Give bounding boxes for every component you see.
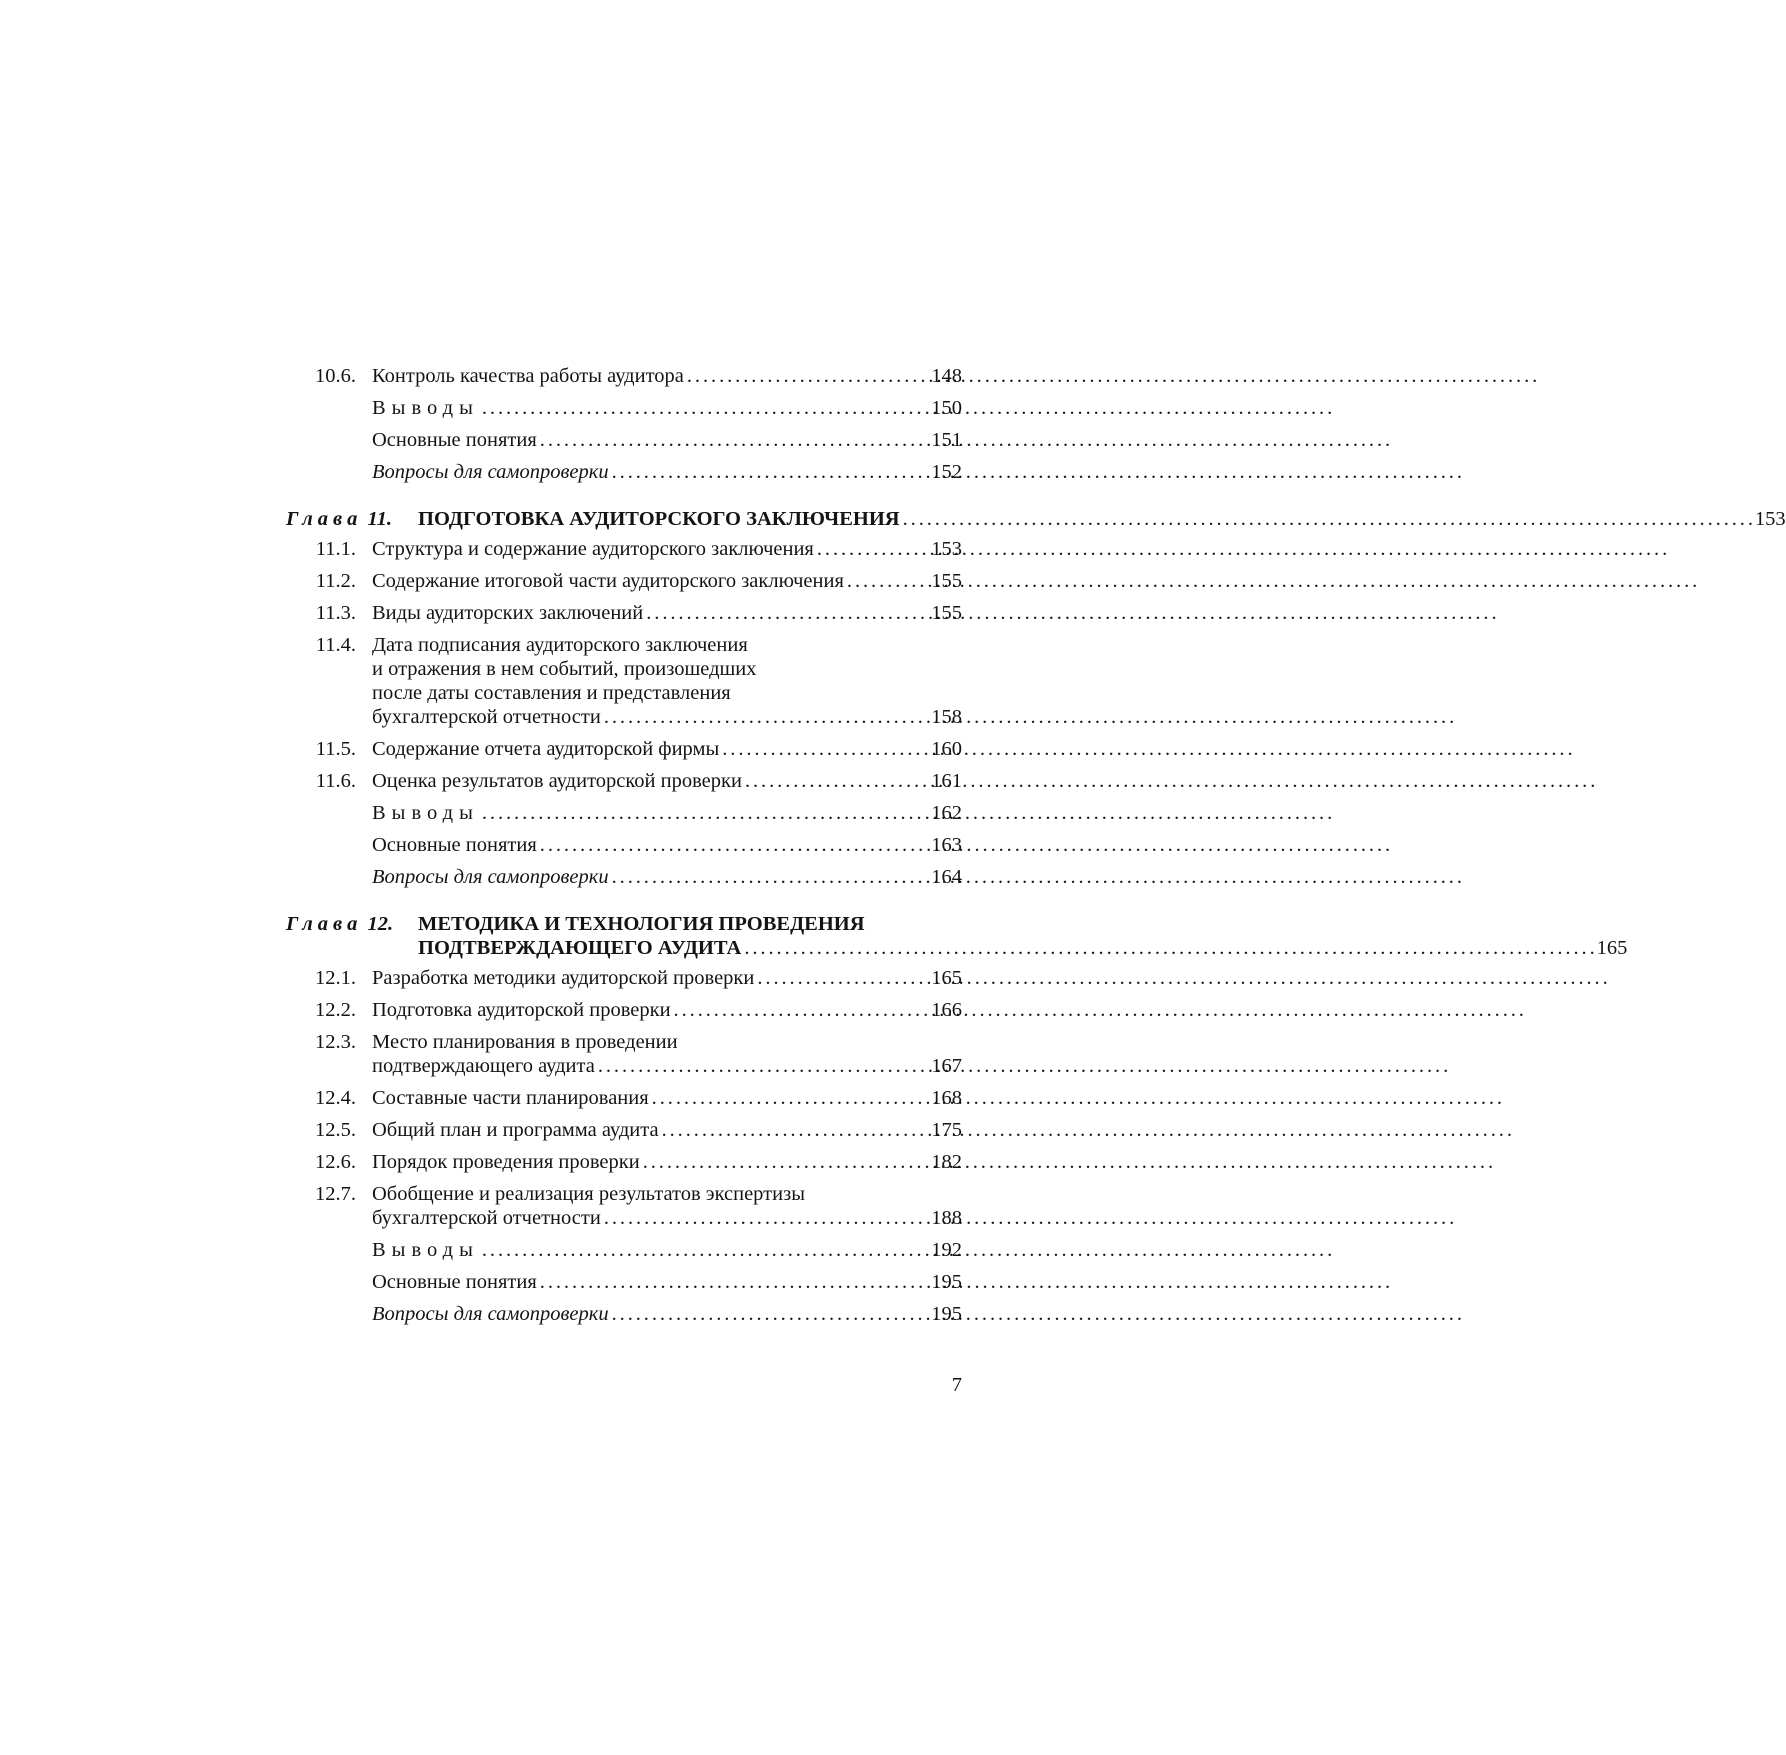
toc-page-number: 165 xyxy=(1596,937,1628,959)
toc-entry[interactable] xyxy=(286,569,962,594)
toc-page-number: 168 xyxy=(931,1087,962,1109)
section-number: 12.1. xyxy=(315,967,356,989)
toc-entry-title: ПОДГОТОВКА АУДИТОРСКОГО ЗАКЛЮЧЕНИЯ xyxy=(418,508,900,530)
section-number xyxy=(286,428,372,453)
dot-leader xyxy=(540,428,928,453)
chapter-label xyxy=(286,912,418,961)
toc-title-line: Дата подписания аудиторского заключения xyxy=(372,634,748,656)
toc-entry-title: Подготовка аудиторской проверки xyxy=(372,999,671,1021)
section-number: 11.1. xyxy=(315,538,356,560)
toc-group-chapter-10-tail xyxy=(286,364,962,485)
toc-entry-title: Основные понятия xyxy=(372,834,537,856)
chapter-label xyxy=(286,507,418,532)
toc-page-number: 166 xyxy=(931,999,962,1021)
toc-title-line xyxy=(372,998,962,1023)
toc-entry-title: Выводы xyxy=(372,802,479,824)
toc-entry-title: Контроль качества работы аудитора xyxy=(372,365,684,387)
toc-page-number: 188 xyxy=(931,1207,962,1229)
table-of-contents xyxy=(286,364,1786,1334)
toc-page-number: 161 xyxy=(931,770,962,792)
toc-entry[interactable] xyxy=(286,1182,962,1231)
toc-page-number: 153 xyxy=(1754,508,1786,530)
toc-page-number: 153 xyxy=(931,538,962,560)
toc-entry-body xyxy=(372,1238,962,1263)
chapter-number: 12. xyxy=(367,913,394,935)
toc-title-line xyxy=(372,1054,962,1079)
toc-page-number: 151 xyxy=(931,429,962,451)
dot-leader xyxy=(744,936,1593,961)
toc-entry-title: Разработка методики аудиторской проверки xyxy=(372,967,755,989)
dot-leader xyxy=(662,1118,929,1143)
chapter-heading-11[interactable] xyxy=(286,507,1786,532)
toc-entry[interactable] xyxy=(286,833,962,858)
toc-title-line xyxy=(372,460,962,485)
toc-entry[interactable] xyxy=(286,601,962,626)
toc-entry-body xyxy=(372,1118,962,1143)
dot-leader xyxy=(540,833,928,858)
toc-entry[interactable] xyxy=(286,966,962,991)
section-number: 12.2. xyxy=(315,999,356,1021)
toc-entry-body xyxy=(372,601,962,626)
toc-entry-title: Основные понятия xyxy=(372,429,537,451)
toc-entry-title: Составные части планирования xyxy=(372,1087,649,1109)
toc-entry-title: Структура и содержание аудиторского заключения xyxy=(372,538,814,560)
toc-entry-title: бухгалтерской отчетности xyxy=(372,1207,601,1229)
chapter-title xyxy=(418,912,1627,961)
toc-entry-title: Содержание итоговой части аудиторского заключения xyxy=(372,570,844,592)
toc-page-number: 160 xyxy=(931,738,962,760)
toc-entry[interactable] xyxy=(286,633,962,730)
dot-leader xyxy=(847,569,928,594)
dot-leader xyxy=(612,460,929,485)
dot-leader xyxy=(643,1150,929,1175)
toc-entry-title: подтверждающего аудита xyxy=(372,1055,595,1077)
dot-leader xyxy=(903,507,1752,532)
toc-entry-title: Содержание отчета аудиторской фирмы xyxy=(372,738,720,760)
toc-title-line xyxy=(418,936,1627,961)
toc-page-number: 155 xyxy=(931,602,962,624)
toc-entry-title: Выводы xyxy=(372,397,479,419)
toc-entry-body xyxy=(372,569,962,594)
page-number: 7 xyxy=(951,1374,962,1396)
toc-title-line: Место планирования в проведении xyxy=(372,1031,678,1053)
toc-title-line xyxy=(418,507,1786,532)
toc-title-line xyxy=(372,705,962,730)
section-number: 11.5. xyxy=(315,738,356,760)
section-number: 12.5. xyxy=(315,1119,356,1141)
toc-entry-title: Порядок проведения проверки xyxy=(372,1151,640,1173)
chapter-word: Глава xyxy=(286,508,363,530)
section-number: 10.6. xyxy=(315,365,356,387)
toc-entry-body xyxy=(372,737,962,762)
chapter-word: Глава xyxy=(286,913,363,935)
toc-title-line xyxy=(372,769,962,794)
toc-title-line xyxy=(372,1206,962,1231)
dot-leader xyxy=(687,364,928,389)
section-number: 12.3. xyxy=(315,1031,356,1053)
dot-leader xyxy=(674,998,929,1023)
toc-page-number: 195 xyxy=(931,1303,962,1325)
toc-entry[interactable] xyxy=(286,737,962,762)
toc-page-number: 167 xyxy=(931,1055,962,1077)
dot-leader xyxy=(722,737,928,762)
toc-page-number: 175 xyxy=(931,1119,962,1141)
toc-title-line xyxy=(372,1118,962,1143)
toc-entry-body xyxy=(372,633,962,730)
toc-entry[interactable] xyxy=(286,364,962,389)
dot-leader xyxy=(540,1270,928,1295)
toc-title-line xyxy=(372,966,962,991)
toc-title-line xyxy=(372,428,962,453)
toc-group-chapter-12 xyxy=(286,966,962,1327)
toc-title-line xyxy=(372,1086,962,1111)
toc-entry-title: Виды аудиторских заключений xyxy=(372,602,644,624)
toc-title-line xyxy=(372,1302,962,1327)
toc-entry-title: ПОДТВЕРЖДАЮЩЕГО АУДИТА xyxy=(418,937,742,959)
toc-page-number: 164 xyxy=(931,866,962,888)
dot-leader xyxy=(612,865,929,890)
section-number: 11.3. xyxy=(315,602,356,624)
toc-page-number: 152 xyxy=(931,461,962,483)
toc-page-number: 155 xyxy=(931,570,962,592)
section-number: 12.7. xyxy=(315,1183,356,1205)
section-number xyxy=(286,396,372,421)
toc-entry[interactable] xyxy=(286,396,962,421)
toc-title-line: и отражения в нем событий, произошедших xyxy=(372,658,757,680)
toc-title-line xyxy=(372,601,962,626)
toc-entry-body xyxy=(372,966,962,991)
toc-entry[interactable] xyxy=(286,1270,962,1295)
toc-entry[interactable] xyxy=(286,1030,962,1079)
toc-entry-body xyxy=(372,1302,962,1327)
section-number xyxy=(286,833,372,858)
toc-page-number: 165 xyxy=(931,967,962,989)
toc-entry-body xyxy=(372,865,962,890)
toc-entry-title: Выводы xyxy=(372,1239,479,1261)
toc-entry[interactable] xyxy=(286,865,962,890)
dot-leader xyxy=(482,801,928,826)
toc-entry[interactable] xyxy=(286,1150,962,1175)
toc-entry-body xyxy=(372,460,962,485)
toc-title-line xyxy=(372,1238,962,1263)
toc-entry[interactable] xyxy=(286,1118,962,1143)
toc-entry-body xyxy=(372,396,962,421)
dot-leader xyxy=(757,966,928,991)
toc-entry-body xyxy=(372,833,962,858)
toc-entry-body xyxy=(372,998,962,1023)
toc-title-line: после даты составления и представления xyxy=(372,682,731,704)
toc-page-number: 182 xyxy=(931,1151,962,1173)
toc-entry-title: Вопросы для самопроверки xyxy=(372,866,609,888)
toc-title-line xyxy=(372,801,962,826)
section-number: 12.6. xyxy=(315,1151,356,1173)
toc-title-line xyxy=(372,737,962,762)
dot-leader xyxy=(652,1086,929,1111)
toc-title-line xyxy=(372,396,962,421)
toc-entry[interactable] xyxy=(286,769,962,794)
toc-entry-body xyxy=(372,428,962,453)
toc-entry[interactable] xyxy=(286,460,962,485)
section-number xyxy=(286,865,372,890)
dot-leader xyxy=(482,1238,928,1263)
toc-entry-body xyxy=(372,364,962,389)
toc-entry-title: бухгалтерской отчетности xyxy=(372,706,601,728)
toc-title-line xyxy=(372,537,962,562)
toc-entry-title: Вопросы для самопроверки xyxy=(372,1303,609,1325)
toc-page-number: 158 xyxy=(931,706,962,728)
dot-leader xyxy=(745,769,928,794)
toc-page-number: 195 xyxy=(931,1271,962,1293)
section-number xyxy=(286,1302,372,1327)
section-number: 11.6. xyxy=(315,770,356,792)
toc-entry-title: Основные понятия xyxy=(372,1271,537,1293)
toc-entry[interactable] xyxy=(286,537,962,562)
toc-entry-title: Вопросы для самопроверки xyxy=(372,461,609,483)
toc-page-number: 162 xyxy=(931,802,962,824)
section-number xyxy=(286,801,372,826)
dot-leader xyxy=(598,1054,928,1079)
toc-entry[interactable] xyxy=(286,801,962,826)
dot-leader xyxy=(604,1206,928,1231)
toc-page-number: 163 xyxy=(931,834,962,856)
dot-leader xyxy=(817,537,928,562)
dot-leader xyxy=(612,1302,929,1327)
toc-title-line: Обобщение и реализация результатов экспертизы xyxy=(372,1183,805,1205)
section-number xyxy=(286,1238,372,1263)
dot-leader xyxy=(646,601,928,626)
section-number: 11.2. xyxy=(315,570,356,592)
toc-title-line: МЕТОДИКА И ТЕХНОЛОГИЯ ПРОВЕДЕНИЯ xyxy=(418,913,865,935)
toc-page-number: 150 xyxy=(931,397,962,419)
toc-title-line xyxy=(372,364,962,389)
section-number xyxy=(286,460,372,485)
toc-title-line xyxy=(372,833,962,858)
toc-entry[interactable] xyxy=(286,428,962,453)
section-number xyxy=(286,1270,372,1295)
toc-entry[interactable] xyxy=(286,1238,962,1263)
dot-leader xyxy=(482,396,928,421)
toc-entry-body xyxy=(372,1086,962,1111)
toc-group-chapter-11 xyxy=(286,537,962,890)
toc-title-line xyxy=(372,569,962,594)
toc-entry-body xyxy=(372,769,962,794)
toc-page-number: 192 xyxy=(931,1239,962,1261)
toc-entry[interactable] xyxy=(286,1086,962,1111)
dot-leader xyxy=(604,705,928,730)
toc-title-line xyxy=(372,865,962,890)
toc-entry-body xyxy=(372,1030,962,1079)
toc-entry-body xyxy=(372,801,962,826)
section-number: 12.4. xyxy=(315,1087,356,1109)
toc-entry-body xyxy=(372,537,962,562)
section-number: 11.4. xyxy=(315,634,356,656)
toc-entry[interactable] xyxy=(286,1302,962,1327)
toc-entry-body xyxy=(372,1270,962,1295)
toc-entry-title: Оценка результатов аудиторской проверки xyxy=(372,770,742,792)
toc-entry-title: Общий план и программа аудита xyxy=(372,1119,659,1141)
toc-entry-body xyxy=(372,1150,962,1175)
toc-page-number: 148 xyxy=(931,365,962,387)
toc-entry[interactable] xyxy=(286,998,962,1023)
chapter-number: 11. xyxy=(367,508,392,530)
toc-title-line xyxy=(372,1150,962,1175)
chapter-heading-12[interactable] xyxy=(286,912,1628,961)
chapter-title xyxy=(418,507,1786,532)
toc-title-line xyxy=(372,1270,962,1295)
toc-entry-body xyxy=(372,1182,962,1231)
